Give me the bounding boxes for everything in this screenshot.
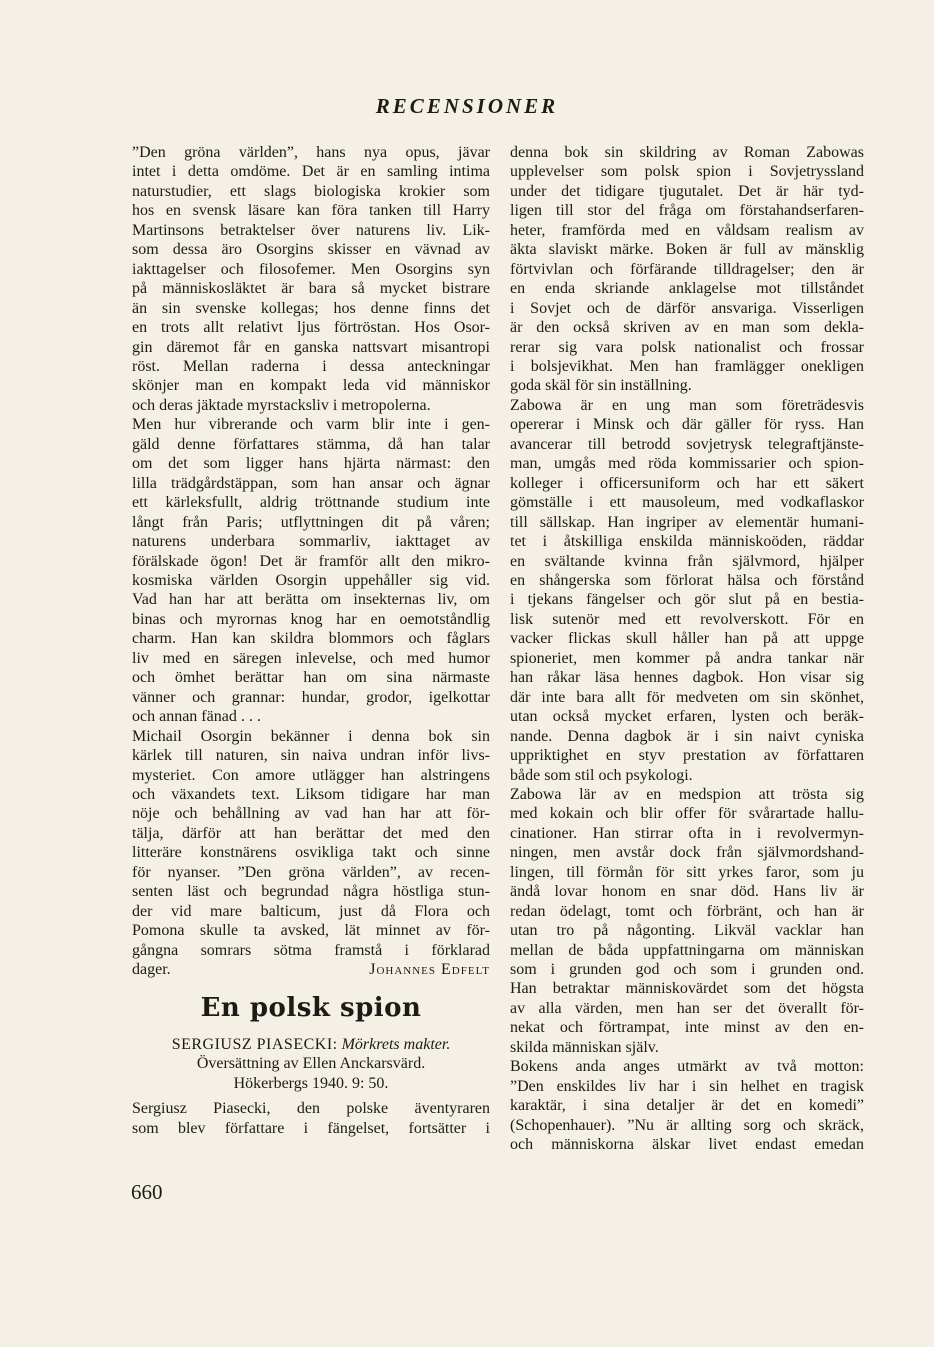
text-line: iakttagelser och filosofemer. Men Osorgins syn (132, 260, 490, 278)
text-line: kosmiska världen Osorgin uppehåller sig vid. (132, 571, 490, 589)
text-line: utan tro på någonting. Likväl vacklar han (510, 922, 864, 940)
text-line: mysteriet. Con amore utlägger han alstringens (132, 766, 490, 784)
text-line: skönjer man en kompakt leda vid människor (132, 377, 490, 395)
text-line: vänner och grannar: hundar, grodor, igelkottar (132, 688, 490, 706)
citation-book-title: Mörkrets makter. (341, 1035, 451, 1053)
citation-line-1 (132, 1035, 490, 1054)
text-line: der vid mare balticum, just då Flora och (132, 902, 490, 920)
text-line: en svältande kvinna från självmord, hjälper (510, 552, 864, 570)
text-line: spioneriet, men kommer på andra tankar när (510, 649, 864, 667)
text-line: gäld denne författares stämma, då han talar (132, 435, 490, 453)
text-line: nöje och behållning av vad han har att för- (132, 805, 490, 823)
text-line: redan ödelagt, tomt och förbränt, och han är (510, 902, 864, 920)
text-line: för nyanser. ”Den gröna världen”, av recen- (132, 863, 490, 881)
text-line: Sergiusz Piasecki, den polske äventyraren (132, 1100, 490, 1118)
text-line: än sin svenske kollegas; hos denne finns det (132, 299, 490, 317)
text-line: av alla värden, men han ser det överallt för- (510, 999, 864, 1017)
text-line: vacker flickas skull håller han på att uppge (510, 630, 864, 648)
right-column (510, 143, 864, 1155)
text-line: i Sovjet och de därför ansvariga. Visserligen (510, 299, 864, 317)
text-line: i tjekans fängelser och gör slut på en bestia- (510, 591, 864, 609)
text-line: goda skäl för sin inställning. (510, 377, 692, 395)
text-line: heter, framförda med en våldsam realism av (510, 221, 864, 239)
right-column-text (510, 143, 864, 1155)
text-line: litteräre konstnärens osvikliga takt och sinne (132, 844, 490, 862)
text-line: och annan fänad . . . (132, 708, 261, 726)
text-line: en trots allt relativt ljus förtröstan. Hos Osor- (132, 319, 490, 337)
text-line: till sällskap. Han ingriper av elementär humani- (510, 513, 864, 531)
signature-line (132, 960, 490, 979)
text-line: lilla trädgårdstäppan, som han ansar och ägnar (132, 474, 490, 492)
text-line: gin däremot får en ganska nattsvart misantropi (132, 338, 490, 356)
text-line: nekat och förtrampat, inte minst av den en- (510, 1019, 864, 1037)
text-line: Michail Osorgin bekänner i denna bok sin (132, 727, 490, 745)
text-line: som blev författare i fängelset, fortsätter i (132, 1119, 490, 1137)
text-line: naturens underbara sommarliv, iakttaget av (132, 533, 490, 551)
text-line: upplevelser som polsk spion i Sovjetryssland (510, 163, 864, 181)
text-line: utan också mycket erfaren, lysten och beräk- (510, 708, 864, 726)
text-line: med kokain och blir offer för svårartade hallu- (510, 805, 864, 823)
text-line: charm. Han kan skildra blommors och fåglars (132, 630, 490, 648)
text-line: ligen till stor del fråga om förstahandserfaren- (510, 202, 864, 220)
text-line: han råkar läsa hennes dagbok. Hon visar sig (510, 669, 864, 687)
text-line: Vad han har att berätta om insekternas liv, om (132, 591, 490, 609)
text-line: ningen, men avstår dock från självmordshand- (510, 844, 864, 862)
text-line: mellan de båda uppfattningarna om människan (510, 941, 864, 959)
text-line: och växandets text. Liksom tidigare har man (132, 785, 490, 803)
text-line: kolleger i officersuniform och har ett säkert (510, 474, 864, 492)
text-line: under det tidigare tjugutalet. Det är här tyd- (510, 182, 864, 200)
review-title: En polsk spion (200, 993, 422, 1024)
text-line: är den också skriven av en man som dekla- (510, 319, 864, 337)
text-line: rerar sig vara polsk nationalist och frossar (510, 338, 864, 356)
text-line: äkta slaviskt märke. Boken är full av mänsklig (510, 241, 864, 259)
citation-line-3: Hökerbergs 1940. 9: 50. (233, 1074, 389, 1092)
text-line: som i grunden god och som i grunden ond. (510, 961, 864, 979)
text-line: Men hur vibrerande och varm blir inte i gen- (132, 416, 490, 434)
text-line: långt från Paris; utflyttningen dit på våren; (132, 513, 490, 531)
text-line: tälja, därför att han berättar det med den (132, 824, 490, 842)
text-line: och deras jäktade myrstacksliv i metropolerna. (132, 396, 431, 414)
text-line: liv med en säregen inlevelse, och med humor (132, 649, 490, 667)
text-line: om det som ligger hans hjärta närmast: den (132, 455, 490, 473)
closing-word: dager. (132, 961, 171, 979)
text-line: intet i detta omdöme. Det är en samling intima (132, 163, 490, 181)
text-line: en enda skriande anklagelse mot tillståndet (510, 280, 864, 298)
text-line: skilda människan själv. (510, 1038, 659, 1056)
review-opening-text (132, 1099, 490, 1138)
text-line: Han betraktar människovärdet som det högsta (510, 980, 864, 998)
text-line: och människorna älskar livet endast emedan (510, 1136, 864, 1154)
text-line: förälskade ögon! Det är framför allt den mikro- (132, 552, 490, 570)
text-line: karaktär, i sina detaljer är det en komedi” (510, 1097, 864, 1115)
text-line: Zabowa är en ung man som företrädesvis (510, 396, 864, 414)
text-line: kärlek till naturen, sin naiva undran inför livs- (132, 747, 490, 765)
text-line: uppriktighet en styv prestation av författaren (510, 747, 864, 765)
text-line: Martinsons betraktelser över naturens liv. Lik- (132, 221, 490, 239)
text-line: både som stil och psykologi. (510, 766, 693, 784)
text-line: Pomona skulle ta avsked, lät minnet av för- (132, 922, 490, 940)
text-line: ”Den gröna världen”, hans nya opus, jävar (132, 144, 490, 161)
text-line: binas och myrornas knog har en oemotståndlig (132, 610, 490, 628)
text-line: ”Den enskildes liv har i sin helhet en tragisk (510, 1077, 864, 1095)
text-line: en shångerska som förlorat hälsa och förstånd (510, 571, 864, 589)
text-line: lisk sutenör med ett revolverskott. För en (510, 610, 864, 628)
left-column (132, 143, 490, 1138)
text-line: (Schopenhauer). ”Nu är allting sorg och skräck, (510, 1116, 864, 1134)
text-line: ett kärleksfullt, aldrig tröttnande studium inte (132, 494, 490, 512)
text-line: senten läst och begrundad några höstliga stun- (132, 883, 490, 901)
text-line: gångna somrars sötma framstå i förklarad (132, 941, 490, 959)
text-line: och ömhet berättar han om sina närmaste (132, 669, 490, 687)
review-signature: Johannes Edfelt (369, 961, 490, 979)
text-line: på människosläktet är bara så mycket bistrare (132, 280, 490, 298)
text-line: i bolsjevikhat. Men han framlägger onekligen (510, 357, 864, 375)
left-column-text (132, 143, 490, 960)
text-line: ändå lovar honom en snar död. Hans liv är (510, 883, 864, 901)
citation-author: SERGIUSZ PIASECKI: (171, 1035, 338, 1053)
running-header: RECENSIONER (375, 94, 559, 118)
text-line: där inte bara allt för medveten om sin skönhet, (510, 688, 864, 706)
text-line: naturstudier, ett slags biologiska krokier som (132, 182, 490, 200)
text-line: röst. Mellan raderna i dessa anteckningar (132, 357, 490, 375)
text-line: hos en svensk läsare kan föra tanken till Harry (132, 202, 490, 220)
text-line: som dessa äro Osorgins skisser en vävnad av (132, 241, 490, 259)
text-line: denna bok sin skildring av Roman Zabowas (510, 144, 864, 161)
page-number: 660 (131, 1180, 163, 1204)
text-line: Zabowa lär av en medspion att trösta sig (510, 785, 864, 803)
text-line: tet i åtskilliga enskilda människoöden, räddar (510, 533, 864, 551)
text-line: cinationer. Han stirrar ofta in i revolvermyn- (510, 824, 864, 842)
text-line: Bokens anda anges utmärkt av två motton: (510, 1058, 864, 1076)
text-line: man, umgås med röda kommissarier och spion- (510, 455, 864, 473)
text-line: avancerar till betrodd sovjetrysk telegraftjänste- (510, 435, 864, 453)
citation-line-2: Översättning av Ellen Anckarsvärd. (196, 1055, 426, 1073)
text-line: lingen, till förmån för sitt yrkes faror, som ju (510, 863, 864, 881)
text-line: förtvivlan och förfärande tilldragelser; den är (510, 260, 864, 278)
text-line: nande. Denna dagbok är i sin naivt cyniska (510, 727, 864, 745)
text-line: opererar i Minsk och där gäller för ryss. Han (510, 416, 864, 434)
text-line: gömställe i ett mausoleum, med vodkaflaskor (510, 494, 864, 512)
